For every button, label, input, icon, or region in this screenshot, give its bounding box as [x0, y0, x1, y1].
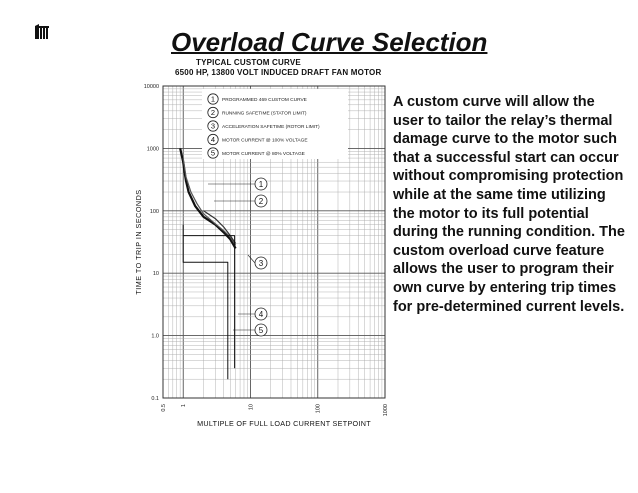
series-current-80v: [183, 236, 228, 380]
callout-number: 2: [258, 197, 264, 206]
legend-number: 2: [210, 108, 216, 117]
legend-label: RUNNING SAFETIME (STATOR LIMIT): [222, 111, 307, 117]
description-text: A custom curve will allow the user to tailor the relay’s thermal damage curve to the motor such that a successful start can occur without compromising protection while at the same time utilizing the motor to its full potential during the running condition. The custom overload curve feature allows the user to program their own curve by entering trip times for pre-determined current levels.: [393, 94, 625, 315]
x-tick-label: 0.5: [161, 404, 167, 412]
y-axis-label: TIME TO TRIP IN SECONDS: [134, 189, 143, 295]
legend-number: 5: [210, 148, 216, 158]
y-tick-label: 10000: [143, 84, 159, 90]
page-title: Overload Curve Selection: [171, 27, 488, 57]
x-tick-label: 1000: [383, 404, 389, 417]
callout-leader: [248, 255, 255, 263]
legend-label: ACCELERATION SAFETIME (ROTOR LIMIT): [222, 125, 320, 130]
y-tick-label: 1.0: [151, 333, 159, 340]
legend-label: MOTOR CURRENT @ 80% VOLTAGE: [222, 152, 305, 157]
figure-caption-subtitle: 6500 HP, 13800 VOLT INDUCED DRAFT FAN MOTOR: [175, 68, 382, 77]
legend-number: 4: [210, 135, 216, 144]
x-axis-label: MULTIPLE OF FULL LOAD CURRENT SETPOINT: [197, 419, 371, 428]
legend-number: 1: [210, 94, 216, 104]
y-tick-label: 10: [152, 271, 159, 278]
y-tick-label: 1000: [146, 146, 159, 153]
y-tick-label: 0.1: [151, 396, 159, 402]
series-current-100v: [183, 225, 234, 369]
callout-number: 4: [258, 310, 264, 319]
legend-number: 3: [210, 121, 216, 131]
callout-number: 5: [258, 326, 264, 335]
legend-label: PROGRAMMED 469 CUSTOM CURVE: [222, 98, 307, 103]
x-tick-label: 10: [248, 404, 255, 411]
figure-caption-title: TYPICAL CUSTOM CURVE: [196, 58, 301, 67]
x-tick-label: 100: [315, 404, 322, 414]
callout-number: 1: [258, 180, 264, 189]
callout-number: 3: [258, 259, 264, 268]
legend-label: MOTOR CURRENT @ 100% VOLTAGE: [222, 138, 308, 144]
y-tick-label: 100: [149, 208, 159, 215]
x-tick-label: 1: [181, 404, 188, 408]
